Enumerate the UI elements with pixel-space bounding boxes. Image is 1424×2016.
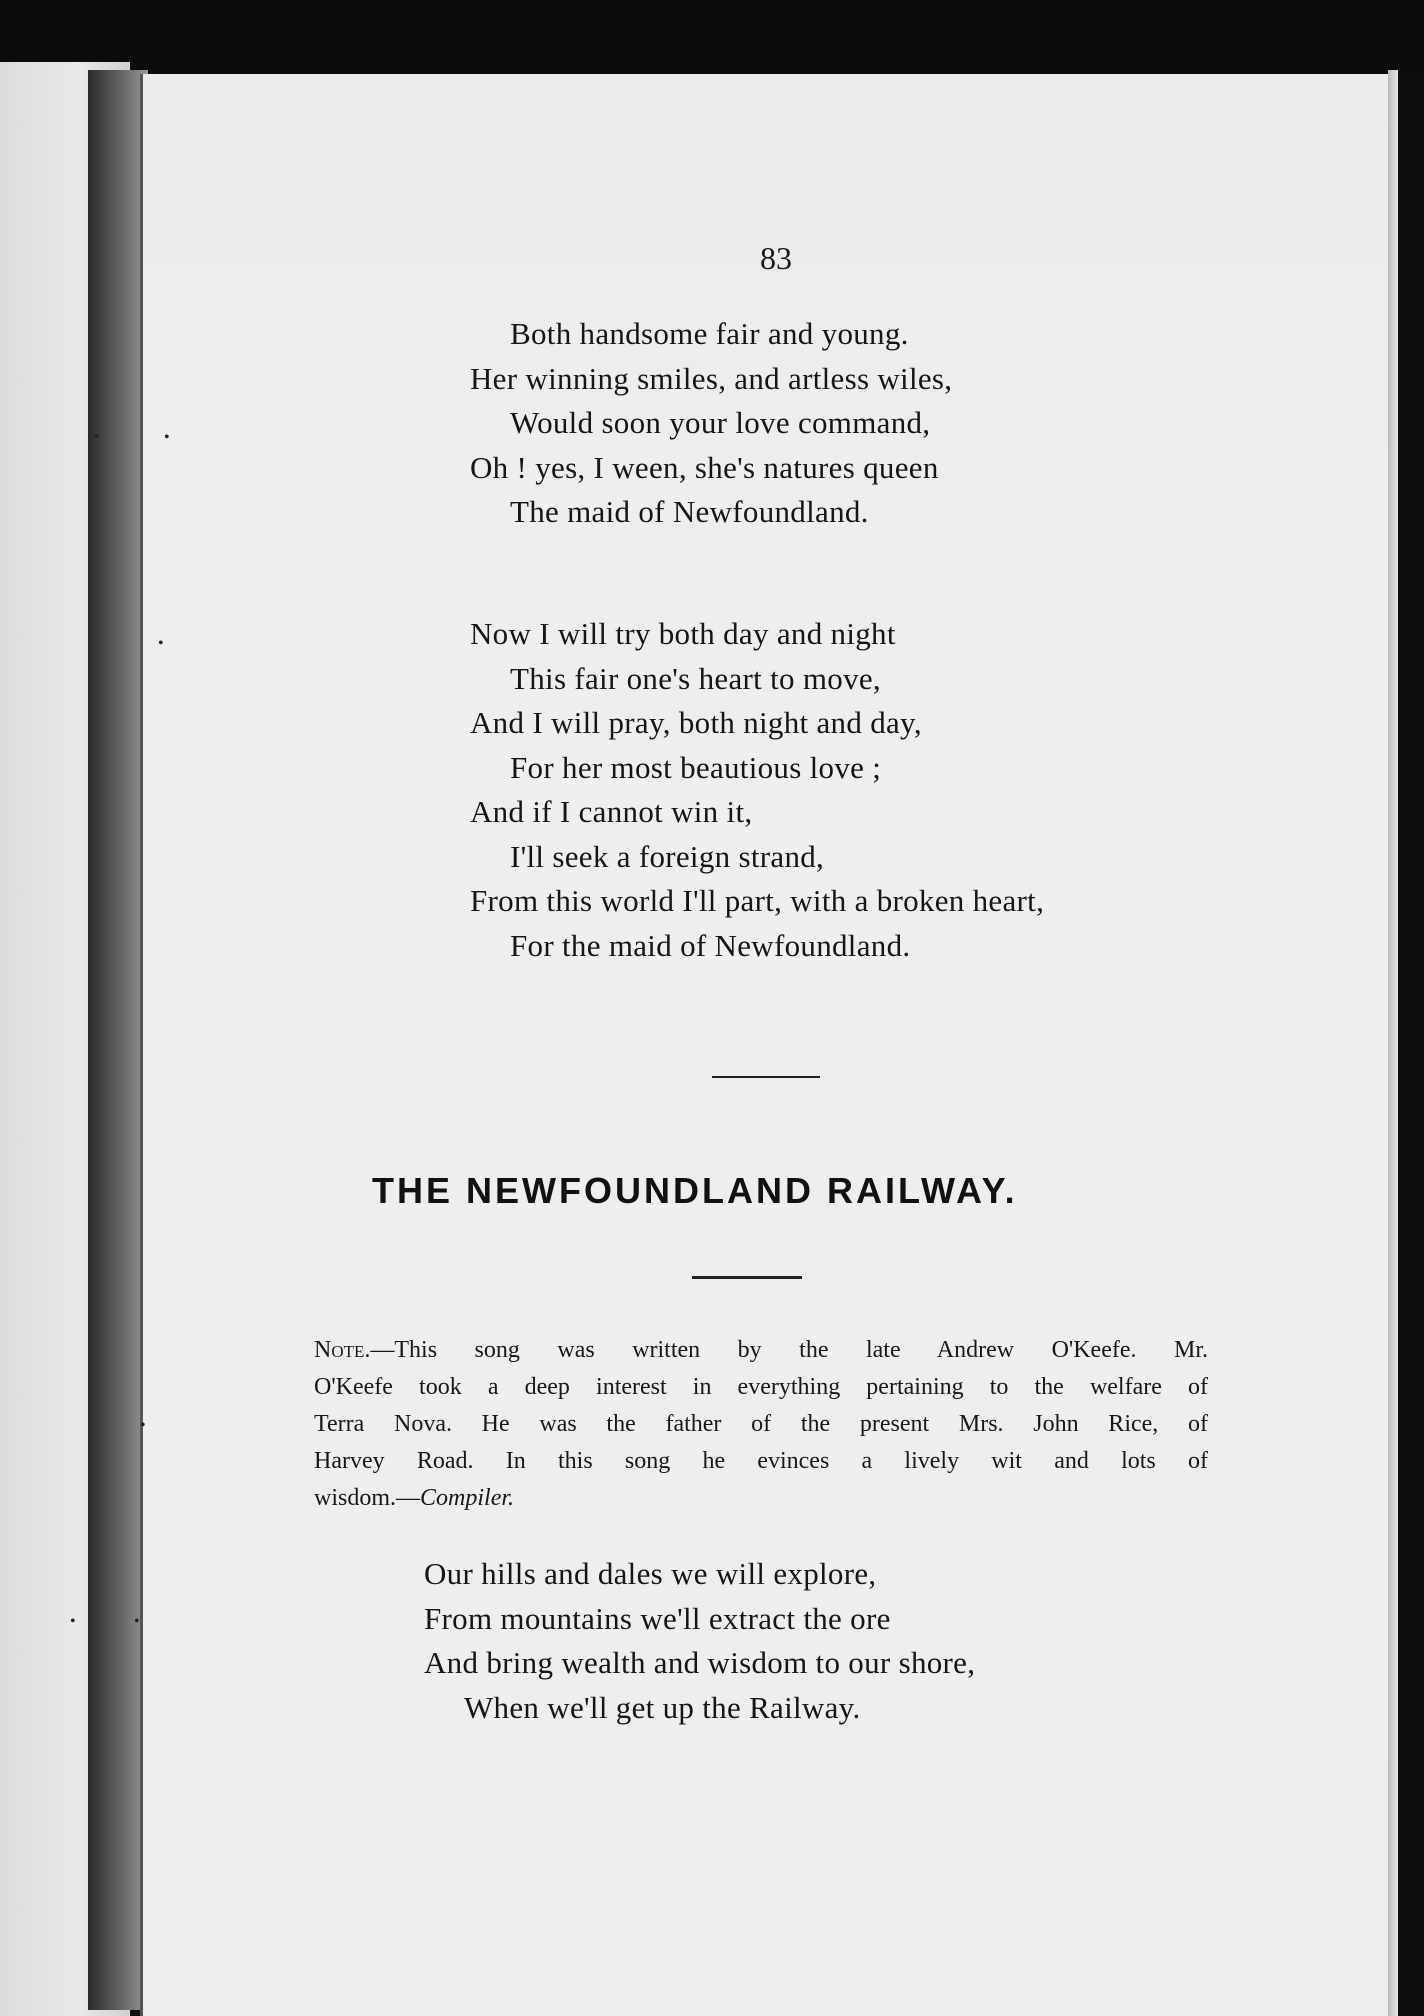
poem-line: Our hills and dales we will explore, xyxy=(424,1556,877,1591)
poem-line: For the maid of Newfoundland. xyxy=(510,927,911,963)
poem-line: Both handsome fair and young. xyxy=(510,316,909,351)
poem-line: And bring wealth and wisdom to our shore, xyxy=(424,1645,976,1680)
poem-line: Would soon your love command, xyxy=(510,405,931,440)
note-signature: Compiler. xyxy=(420,1485,515,1511)
poem-line: And I will pray, both night and day, xyxy=(470,705,922,740)
song-title: THE NEWFOUNDLAND RAILWAY. xyxy=(372,1170,1018,1211)
poem-line: When we'll get up the Railway. xyxy=(464,1689,861,1725)
right-page-edge xyxy=(1388,70,1398,2016)
margin-speck: • xyxy=(94,429,100,446)
margin-speck: • xyxy=(158,635,164,652)
book-spine xyxy=(88,70,148,2010)
note-line: Terra Nova. He was the father of the present Mrs. John Rice, of xyxy=(314,1411,1208,1437)
note-line: Note.—This song was written by the late Andrew O'Keefe. Mr. xyxy=(314,1337,1208,1363)
margin-speck: • xyxy=(134,1613,140,1630)
poem-line: I'll seek a foreign strand, xyxy=(510,838,825,874)
poem-line: Now I will try both day and night xyxy=(470,616,896,651)
margin-speck: • xyxy=(140,1417,146,1434)
poem-line: From this world I'll part, with a broken heart, xyxy=(470,883,1045,918)
page-number: 83 xyxy=(760,240,792,276)
scan-border-top xyxy=(0,0,1424,70)
poem-line: And if I cannot win it, xyxy=(470,794,753,829)
poem-line: This fair one's heart to move, xyxy=(510,660,881,696)
poem-line: From mountains we'll extract the ore xyxy=(424,1600,891,1636)
poem-stanza-2 xyxy=(470,612,1190,968)
note-line: O'Keefe took a deep interest in everything pertaining to the welfare of xyxy=(314,1374,1208,1400)
title-rule xyxy=(692,1276,802,1279)
section-divider xyxy=(712,1076,820,1078)
poem-line: The maid of Newfoundland. xyxy=(510,494,869,529)
poem-line: Her winning smiles, and artless wiles, xyxy=(470,360,953,396)
poem-line: Oh ! yes, I ween, she's natures queen xyxy=(470,449,939,485)
editorial-note xyxy=(314,1332,1208,1517)
margin-speck: • xyxy=(70,1613,76,1630)
poem-stanza-1 xyxy=(470,312,1190,535)
margin-speck: • xyxy=(164,429,170,446)
poem-line: For her most beautious love ; xyxy=(510,749,882,785)
note-line: Harvey Road. In this song he evinces a lively wit and lots of xyxy=(314,1448,1208,1474)
note-lead: Note. xyxy=(314,1337,371,1363)
poem-stanza-3 xyxy=(424,1552,1144,1730)
note-line: wisdom.—Compiler. xyxy=(314,1485,515,1511)
